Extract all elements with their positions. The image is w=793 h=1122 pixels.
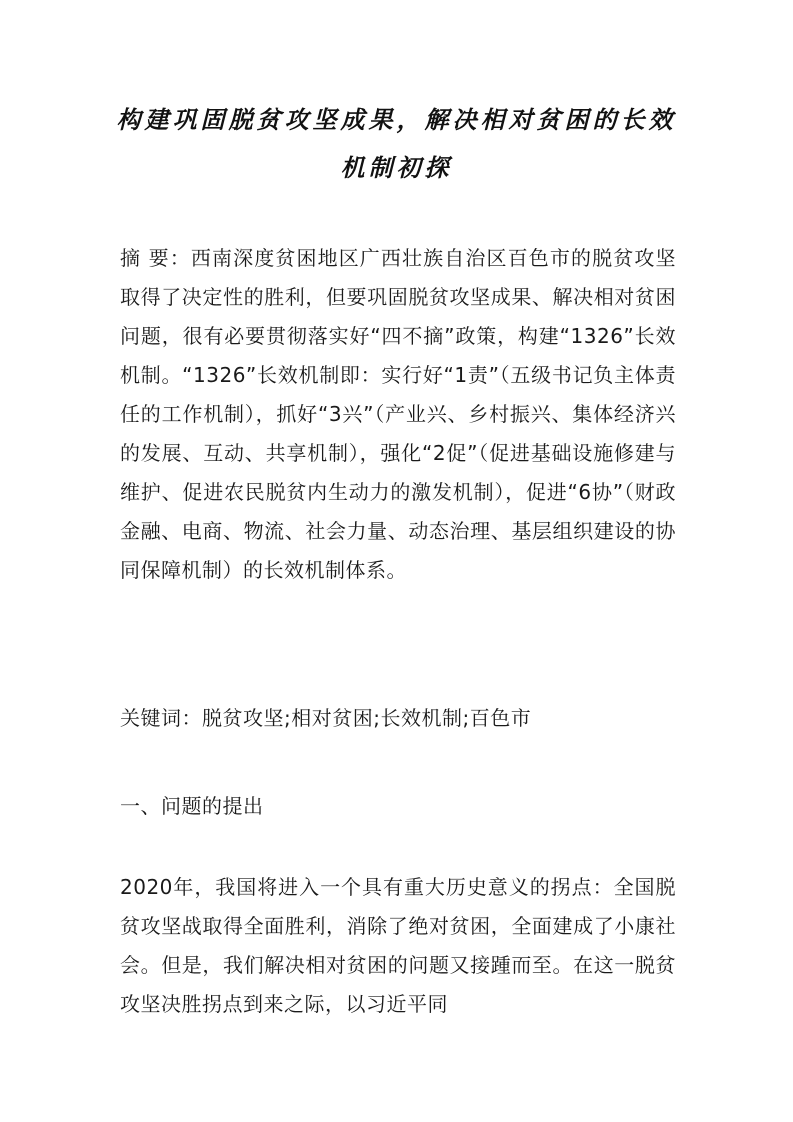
abstract-paragraph <box>120 239 676 590</box>
section-heading: 一、问题的提出 <box>120 794 264 818</box>
keywords-text: 脱贫攻坚;相对贫困;长效机制;百色市 <box>202 706 532 730</box>
paper-title: 构建巩固脱贫攻坚成果，解决相对贫困的长效机制初探 <box>116 105 677 182</box>
abstract-label: 摘 要： <box>120 246 191 270</box>
intro-paragraph: 2020年，我国将进入一个具有重大历史意义的拐点：全国脱贫攻坚战取得全面胜利，消除了绝对贫困，全面建成了小康社会。但是，我们解决相对贫困的问题又接踵而至。在这一脱贫攻坚决胜拐点到来之际，以习近平同 <box>120 875 676 1016</box>
keywords-paragraph <box>120 699 676 738</box>
keywords-label: 关键词： <box>120 706 202 730</box>
abstract-text: 西南深度贫困地区广西壮族自治区百色市的脱贫攻坚取得了决定性的胜利，但要巩固脱贫攻坚成果、解决相对贫困问题，很有必要贯彻落实好“四不摘”政策，构建“1326”长效机制。“1326”长效机制即：实行好“1责”（五级书记负主体责任的工作机制），抓好“3兴”（产业兴、乡村振兴、集体经济兴的发展、互动、共享机制），强化“2促”（促进基础设施修建与维护、促进农民脱贫内生动力的激发机制），促进“6协”（财政金融、电商、物流、社会力量、动态治理、基层组织建设的协同保障机制）的长效机制体系。 <box>120 246 677 582</box>
